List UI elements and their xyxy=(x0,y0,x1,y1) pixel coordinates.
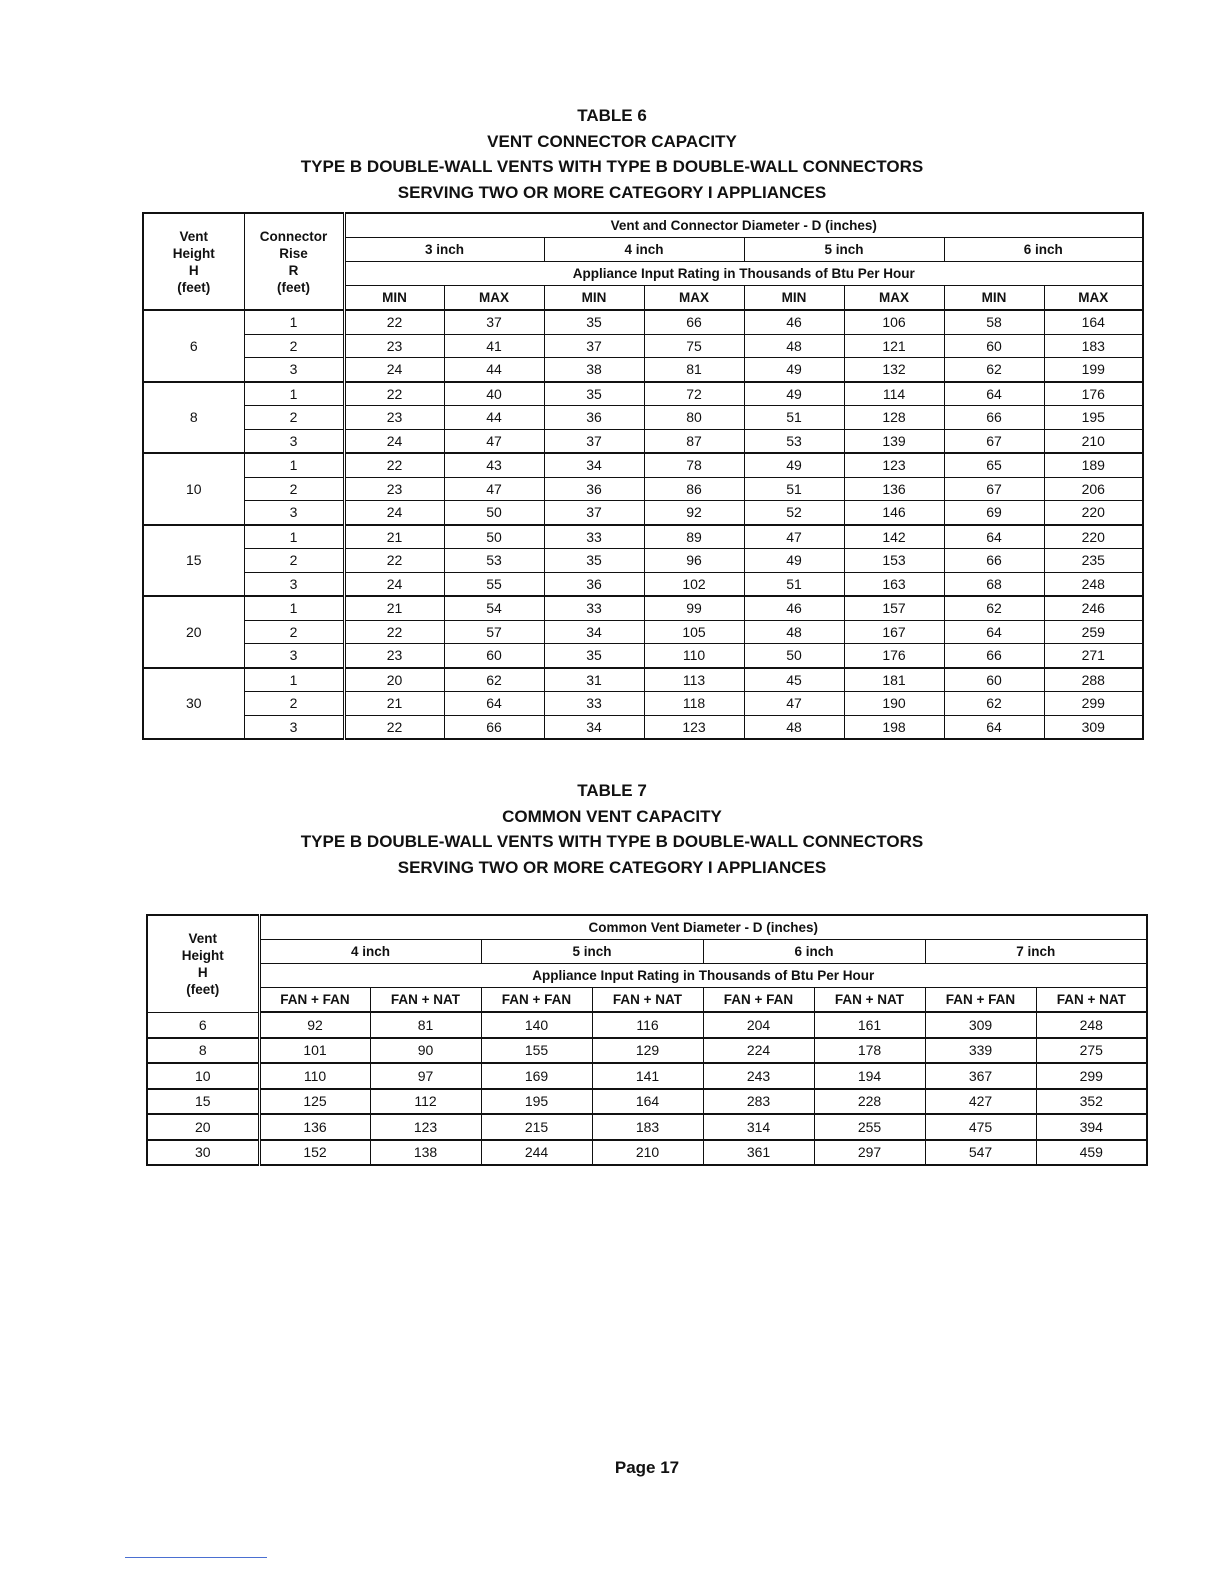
capacity-cell: 62 xyxy=(944,596,1044,620)
capacity-cell: 78 xyxy=(644,453,744,477)
capacity-cell: 259 xyxy=(1044,620,1143,644)
capacity-cell: 132 xyxy=(844,358,944,382)
capacity-cell: 24 xyxy=(344,572,444,596)
table7-subtitle-2: SERVING TWO OR MORE CATEGORY I APPLIANCES xyxy=(397,857,827,877)
capacity-cell: 361 xyxy=(703,1140,814,1166)
capacity-cell: 57 xyxy=(444,620,544,644)
capacity-cell: 176 xyxy=(844,644,944,668)
capacity-cell: 62 xyxy=(444,668,544,692)
capacity-cell: 309 xyxy=(1044,715,1143,739)
capacity-cell: 299 xyxy=(1044,692,1143,716)
connector-rise-cell: 3 xyxy=(244,358,344,382)
capacity-cell: 50 xyxy=(444,525,544,549)
min-header: MIN xyxy=(944,286,1044,311)
capacity-cell: 114 xyxy=(844,382,944,406)
vent-height-cell: 6 xyxy=(143,310,244,382)
capacity-cell: 43 xyxy=(444,453,544,477)
capacity-cell: 51 xyxy=(744,477,844,501)
capacity-cell: 228 xyxy=(814,1089,925,1115)
capacity-cell: 80 xyxy=(644,406,744,430)
capacity-cell: 23 xyxy=(344,644,444,668)
capacity-cell: 367 xyxy=(925,1063,1036,1089)
diameter-header: Common Vent Diameter - D (inches) xyxy=(259,915,1147,940)
capacity-cell: 52 xyxy=(744,501,844,525)
capacity-cell: 99 xyxy=(644,596,744,620)
size-header: 3 inch xyxy=(344,238,544,262)
connector-rise-cell: 2 xyxy=(244,477,344,501)
table-row xyxy=(147,1114,1147,1140)
capacity-cell: 38 xyxy=(544,358,644,382)
table-row xyxy=(143,453,1143,477)
footer-rule xyxy=(125,1557,267,1558)
capacity-cell: 459 xyxy=(1036,1140,1147,1166)
capacity-cell: 48 xyxy=(744,715,844,739)
capacity-cell: 142 xyxy=(844,525,944,549)
capacity-cell: 246 xyxy=(1044,596,1143,620)
capacity-cell: 36 xyxy=(544,477,644,501)
max-header: MAX xyxy=(644,286,744,311)
capacity-cell: 51 xyxy=(744,572,844,596)
table-row xyxy=(143,715,1143,739)
capacity-cell: 47 xyxy=(744,692,844,716)
capacity-cell: 89 xyxy=(644,525,744,549)
capacity-cell: 235 xyxy=(1044,549,1143,573)
capacity-cell: 37 xyxy=(544,429,644,453)
capacity-cell: 275 xyxy=(1036,1038,1147,1064)
size-header: 5 inch xyxy=(481,940,703,964)
capacity-cell: 183 xyxy=(592,1114,703,1140)
capacity-cell: 121 xyxy=(844,334,944,358)
capacity-cell: 136 xyxy=(259,1114,370,1140)
fan-header: FAN + FAN xyxy=(703,988,814,1013)
capacity-cell: 153 xyxy=(844,549,944,573)
connector-rise-cell: 3 xyxy=(244,429,344,453)
capacity-cell: 90 xyxy=(370,1038,481,1064)
capacity-cell: 64 xyxy=(944,715,1044,739)
vent-height-cell: 30 xyxy=(143,668,244,740)
table6-body xyxy=(143,310,1143,739)
capacity-cell: 54 xyxy=(444,596,544,620)
capacity-cell: 23 xyxy=(344,334,444,358)
capacity-cell: 21 xyxy=(344,692,444,716)
capacity-cell: 36 xyxy=(544,406,644,430)
capacity-cell: 86 xyxy=(644,477,744,501)
capacity-cell: 47 xyxy=(444,477,544,501)
capacity-cell: 34 xyxy=(544,620,644,644)
capacity-cell: 49 xyxy=(744,382,844,406)
capacity-cell: 22 xyxy=(344,620,444,644)
capacity-cell: 123 xyxy=(644,715,744,739)
capacity-cell: 60 xyxy=(944,334,1044,358)
capacity-cell: 167 xyxy=(844,620,944,644)
capacity-cell: 139 xyxy=(844,429,944,453)
vent-height-cell: 20 xyxy=(143,596,244,668)
capacity-cell: 547 xyxy=(925,1140,1036,1166)
capacity-cell: 66 xyxy=(944,406,1044,430)
table-row xyxy=(143,334,1143,358)
capacity-cell: 47 xyxy=(444,429,544,453)
capacity-cell: 113 xyxy=(644,668,744,692)
capacity-cell: 81 xyxy=(644,358,744,382)
capacity-cell: 48 xyxy=(744,334,844,358)
capacity-cell: 72 xyxy=(644,382,744,406)
capacity-cell: 35 xyxy=(544,310,644,334)
capacity-cell: 33 xyxy=(544,525,644,549)
capacity-cell: 163 xyxy=(844,572,944,596)
capacity-cell: 128 xyxy=(844,406,944,430)
capacity-cell: 123 xyxy=(370,1114,481,1140)
capacity-cell: 46 xyxy=(744,596,844,620)
capacity-cell: 123 xyxy=(844,453,944,477)
table7-number: TABLE 7 xyxy=(577,781,647,800)
capacity-cell: 190 xyxy=(844,692,944,716)
size-header: 6 inch xyxy=(944,238,1143,262)
capacity-cell: 51 xyxy=(744,406,844,430)
capacity-cell: 49 xyxy=(744,453,844,477)
capacity-cell: 58 xyxy=(944,310,1044,334)
capacity-cell: 66 xyxy=(944,644,1044,668)
capacity-cell: 41 xyxy=(444,334,544,358)
table-row xyxy=(143,620,1143,644)
capacity-cell: 23 xyxy=(344,406,444,430)
capacity-cell: 75 xyxy=(644,334,744,358)
fan-header: FAN + FAN xyxy=(925,988,1036,1013)
max-header: MAX xyxy=(844,286,944,311)
table-row xyxy=(147,1038,1147,1064)
capacity-cell: 178 xyxy=(814,1038,925,1064)
connector-rise-header: Connector Rise R (feet) xyxy=(244,213,344,310)
capacity-cell: 157 xyxy=(844,596,944,620)
capacity-cell: 210 xyxy=(592,1140,703,1166)
table6-vent-connector-capacity xyxy=(142,212,1144,740)
capacity-cell: 21 xyxy=(344,525,444,549)
capacity-cell: 40 xyxy=(444,382,544,406)
vent-height-header: Vent Height H (feet) xyxy=(147,915,259,1012)
capacity-cell: 37 xyxy=(544,334,644,358)
capacity-cell: 215 xyxy=(481,1114,592,1140)
connector-rise-cell: 1 xyxy=(244,668,344,692)
connector-rise-cell: 2 xyxy=(244,620,344,644)
capacity-cell: 66 xyxy=(444,715,544,739)
capacity-cell: 110 xyxy=(259,1063,370,1089)
capacity-cell: 33 xyxy=(544,596,644,620)
min-header: MIN xyxy=(544,286,644,311)
vent-height-cell: 15 xyxy=(143,525,244,597)
capacity-cell: 67 xyxy=(944,477,1044,501)
capacity-cell: 220 xyxy=(1044,525,1143,549)
capacity-cell: 23 xyxy=(344,477,444,501)
capacity-cell: 64 xyxy=(944,382,1044,406)
capacity-cell: 20 xyxy=(344,668,444,692)
capacity-cell: 69 xyxy=(944,501,1044,525)
capacity-cell: 55 xyxy=(444,572,544,596)
capacity-cell: 92 xyxy=(259,1012,370,1038)
capacity-cell: 87 xyxy=(644,429,744,453)
capacity-cell: 110 xyxy=(644,644,744,668)
table-row xyxy=(143,692,1143,716)
capacity-cell: 204 xyxy=(703,1012,814,1038)
capacity-cell: 224 xyxy=(703,1038,814,1064)
capacity-cell: 244 xyxy=(481,1140,592,1166)
connector-rise-cell: 1 xyxy=(244,310,344,334)
page-number: Page 17 xyxy=(614,1458,680,1477)
table-row xyxy=(143,644,1143,668)
capacity-cell: 65 xyxy=(944,453,1044,477)
fan-header: FAN + FAN xyxy=(259,988,370,1013)
capacity-cell: 35 xyxy=(544,644,644,668)
table7-title-block xyxy=(0,778,1224,880)
vent-height-cell: 10 xyxy=(143,453,244,525)
vent-height-cell: 8 xyxy=(147,1038,259,1064)
capacity-cell: 146 xyxy=(844,501,944,525)
table6-number: TABLE 6 xyxy=(577,106,647,125)
capacity-cell: 352 xyxy=(1036,1089,1147,1115)
capacity-cell: 195 xyxy=(481,1089,592,1115)
capacity-cell: 141 xyxy=(592,1063,703,1089)
capacity-cell: 60 xyxy=(944,668,1044,692)
connector-rise-cell: 2 xyxy=(244,692,344,716)
table-row xyxy=(143,525,1143,549)
max-header: MAX xyxy=(444,286,544,311)
capacity-cell: 64 xyxy=(944,525,1044,549)
capacity-cell: 50 xyxy=(744,644,844,668)
connector-rise-cell: 2 xyxy=(244,406,344,430)
capacity-cell: 66 xyxy=(944,549,1044,573)
table-row xyxy=(147,1089,1147,1115)
capacity-cell: 48 xyxy=(744,620,844,644)
table7-title: COMMON VENT CAPACITY xyxy=(502,806,722,826)
capacity-cell: 31 xyxy=(544,668,644,692)
capacity-cell: 44 xyxy=(444,358,544,382)
capacity-cell: 118 xyxy=(644,692,744,716)
capacity-cell: 62 xyxy=(944,358,1044,382)
capacity-cell: 92 xyxy=(644,501,744,525)
capacity-cell: 81 xyxy=(370,1012,481,1038)
capacity-cell: 394 xyxy=(1036,1114,1147,1140)
capacity-cell: 67 xyxy=(944,429,1044,453)
capacity-cell: 136 xyxy=(844,477,944,501)
capacity-cell: 106 xyxy=(844,310,944,334)
capacity-cell: 189 xyxy=(1044,453,1143,477)
capacity-cell: 68 xyxy=(944,572,1044,596)
capacity-cell: 181 xyxy=(844,668,944,692)
capacity-cell: 102 xyxy=(644,572,744,596)
capacity-cell: 112 xyxy=(370,1089,481,1115)
fan-header: FAN + FAN xyxy=(481,988,592,1013)
rating-header: Appliance Input Rating in Thousands of Btu Per Hour xyxy=(259,964,1147,988)
table-row xyxy=(143,596,1143,620)
vent-height-cell: 6 xyxy=(147,1012,259,1038)
table-row xyxy=(143,668,1143,692)
capacity-cell: 314 xyxy=(703,1114,814,1140)
capacity-cell: 34 xyxy=(544,715,644,739)
capacity-cell: 21 xyxy=(344,596,444,620)
connector-rise-cell: 2 xyxy=(244,549,344,573)
capacity-cell: 53 xyxy=(744,429,844,453)
capacity-cell: 271 xyxy=(1044,644,1143,668)
capacity-cell: 66 xyxy=(644,310,744,334)
table6-title: VENT CONNECTOR CAPACITY xyxy=(487,131,737,151)
capacity-cell: 24 xyxy=(344,501,444,525)
table-row xyxy=(143,429,1143,453)
connector-rise-cell: 1 xyxy=(244,382,344,406)
table-row xyxy=(143,382,1143,406)
capacity-cell: 206 xyxy=(1044,477,1143,501)
capacity-cell: 283 xyxy=(703,1089,814,1115)
capacity-cell: 35 xyxy=(544,549,644,573)
capacity-cell: 297 xyxy=(814,1140,925,1166)
capacity-cell: 475 xyxy=(925,1114,1036,1140)
vent-height-cell: 15 xyxy=(147,1089,259,1115)
table-row xyxy=(143,501,1143,525)
min-header: MIN xyxy=(744,286,844,311)
capacity-cell: 125 xyxy=(259,1089,370,1115)
capacity-cell: 22 xyxy=(344,310,444,334)
capacity-cell: 24 xyxy=(344,429,444,453)
capacity-cell: 62 xyxy=(944,692,1044,716)
table-row xyxy=(143,358,1143,382)
capacity-cell: 46 xyxy=(744,310,844,334)
capacity-cell: 194 xyxy=(814,1063,925,1089)
capacity-cell: 243 xyxy=(703,1063,814,1089)
capacity-cell: 183 xyxy=(1044,334,1143,358)
rating-header: Appliance Input Rating in Thousands of Btu Per Hour xyxy=(344,262,1143,286)
table-row xyxy=(143,406,1143,430)
min-header: MIN xyxy=(344,286,444,311)
capacity-cell: 35 xyxy=(544,382,644,406)
capacity-cell: 22 xyxy=(344,382,444,406)
capacity-cell: 309 xyxy=(925,1012,1036,1038)
capacity-cell: 22 xyxy=(344,715,444,739)
capacity-cell: 299 xyxy=(1036,1063,1147,1089)
capacity-cell: 169 xyxy=(481,1063,592,1089)
capacity-cell: 195 xyxy=(1044,406,1143,430)
connector-rise-cell: 3 xyxy=(244,715,344,739)
table6-title-block xyxy=(0,103,1224,205)
connector-rise-cell: 3 xyxy=(244,572,344,596)
table6-subtitle-2: SERVING TWO OR MORE CATEGORY I APPLIANCES xyxy=(397,182,827,202)
capacity-cell: 288 xyxy=(1044,668,1143,692)
size-header: 4 inch xyxy=(544,238,744,262)
table-row xyxy=(143,549,1143,573)
capacity-cell: 198 xyxy=(844,715,944,739)
capacity-cell: 140 xyxy=(481,1012,592,1038)
capacity-cell: 96 xyxy=(644,549,744,573)
fan-header: FAN + NAT xyxy=(592,988,703,1013)
capacity-cell: 161 xyxy=(814,1012,925,1038)
capacity-cell: 220 xyxy=(1044,501,1143,525)
capacity-cell: 49 xyxy=(744,358,844,382)
capacity-cell: 116 xyxy=(592,1012,703,1038)
connector-rise-cell: 1 xyxy=(244,453,344,477)
size-header: 5 inch xyxy=(744,238,944,262)
capacity-cell: 105 xyxy=(644,620,744,644)
capacity-cell: 155 xyxy=(481,1038,592,1064)
capacity-cell: 22 xyxy=(344,453,444,477)
table7-body xyxy=(147,1012,1147,1165)
table6-subtitle: TYPE B DOUBLE-WALL VENTS WITH TYPE B DOUBLE-WALL CONNECTORS xyxy=(300,157,924,176)
capacity-cell: 24 xyxy=(344,358,444,382)
capacity-cell: 64 xyxy=(444,692,544,716)
vent-height-cell: 10 xyxy=(147,1063,259,1089)
capacity-cell: 49 xyxy=(744,549,844,573)
connector-rise-cell: 2 xyxy=(244,334,344,358)
size-header: 4 inch xyxy=(259,940,481,964)
capacity-cell: 97 xyxy=(370,1063,481,1089)
connector-rise-cell: 3 xyxy=(244,644,344,668)
table-row xyxy=(147,1140,1147,1166)
capacity-cell: 210 xyxy=(1044,429,1143,453)
vent-height-header: Vent Height H (feet) xyxy=(143,213,244,310)
table-row xyxy=(143,310,1143,334)
table-row xyxy=(143,572,1143,596)
capacity-cell: 152 xyxy=(259,1140,370,1166)
capacity-cell: 45 xyxy=(744,668,844,692)
capacity-cell: 248 xyxy=(1036,1012,1147,1038)
fan-header: FAN + NAT xyxy=(1036,988,1147,1013)
capacity-cell: 22 xyxy=(344,549,444,573)
table-row xyxy=(143,477,1143,501)
table-row xyxy=(147,1063,1147,1089)
connector-rise-cell: 1 xyxy=(244,596,344,620)
size-header: 7 inch xyxy=(925,940,1147,964)
capacity-cell: 37 xyxy=(544,501,644,525)
diameter-header: Vent and Connector Diameter - D (inches) xyxy=(344,213,1143,238)
capacity-cell: 36 xyxy=(544,572,644,596)
capacity-cell: 176 xyxy=(1044,382,1143,406)
capacity-cell: 44 xyxy=(444,406,544,430)
capacity-cell: 129 xyxy=(592,1038,703,1064)
capacity-cell: 50 xyxy=(444,501,544,525)
table7-common-vent-capacity xyxy=(146,914,1148,1166)
capacity-cell: 164 xyxy=(592,1089,703,1115)
capacity-cell: 33 xyxy=(544,692,644,716)
capacity-cell: 37 xyxy=(444,310,544,334)
connector-rise-cell: 1 xyxy=(244,525,344,549)
capacity-cell: 53 xyxy=(444,549,544,573)
capacity-cell: 427 xyxy=(925,1089,1036,1115)
capacity-cell: 199 xyxy=(1044,358,1143,382)
capacity-cell: 60 xyxy=(444,644,544,668)
capacity-cell: 101 xyxy=(259,1038,370,1064)
capacity-cell: 164 xyxy=(1044,310,1143,334)
vent-height-cell: 30 xyxy=(147,1140,259,1166)
capacity-cell: 248 xyxy=(1044,572,1143,596)
vent-height-cell: 20 xyxy=(147,1114,259,1140)
capacity-cell: 47 xyxy=(744,525,844,549)
max-header: MAX xyxy=(1044,286,1143,311)
capacity-cell: 64 xyxy=(944,620,1044,644)
capacity-cell: 34 xyxy=(544,453,644,477)
capacity-cell: 255 xyxy=(814,1114,925,1140)
table7-subtitle: TYPE B DOUBLE-WALL VENTS WITH TYPE B DOUBLE-WALL CONNECTORS xyxy=(300,832,924,851)
fan-header: FAN + NAT xyxy=(370,988,481,1013)
table-row xyxy=(147,1012,1147,1038)
vent-height-cell: 8 xyxy=(143,382,244,454)
fan-header: FAN + NAT xyxy=(814,988,925,1013)
capacity-cell: 138 xyxy=(370,1140,481,1166)
capacity-cell: 339 xyxy=(925,1038,1036,1064)
connector-rise-cell: 3 xyxy=(244,501,344,525)
size-header: 6 inch xyxy=(703,940,925,964)
